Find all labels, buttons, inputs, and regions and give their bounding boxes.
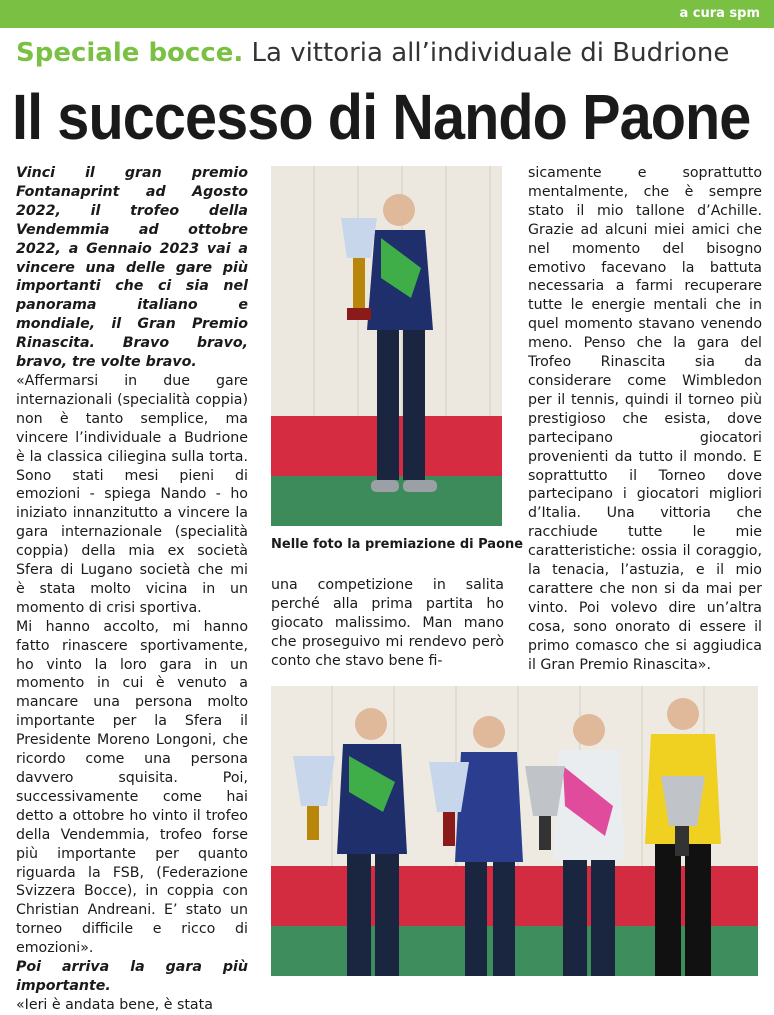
photo-podium <box>271 686 758 976</box>
article-column-3 <box>528 164 762 674</box>
question-paragraph: Poi arriva la gara più importante. <box>16 959 248 994</box>
section-label: Speciale bocce. <box>16 38 244 68</box>
lead-paragraph: Vinci il gran premio Fontanaprint ad Agosto 2022, il trofeo della Vendemmia ad ottobre 2022, a Gennaio 2023 vai a vincere una delle gare più importanti che ci sia nel panorama italiano e mondiale, il Gran Premio Rinascita. Bravo bravo, bravo, tre volte bravo. <box>16 165 248 371</box>
article-column-2 <box>271 576 504 671</box>
article-column-1 <box>16 164 248 1015</box>
body-paragraph: una competizione in salita perché alla prima partita ho giocato malissimo. Man mano che proseguivo mi rendevo però conto che stavo bene fi- <box>271 577 504 669</box>
headline: Il successo di Nando Paone <box>12 81 751 153</box>
body-paragraph: sicamente e soprattutto mentalmente, che è sempre stato il mio tallone d’Achille. Grazie ad alcuni miei amici che nel momento del bisogno emotivo facevano la battuta necessaria a farmi recuperare tutte le energie mentali che in quel momento stavano venendo meno. Penso che la gara del Trofeo Rinascita sia da considerare come Wimbledon per il tennis, quindi il torneo più prestigioso che esista, dove partecipano giocatori provenienti da tutto il mondo. E soprattutto il Torneo dove partecipano i giocatori migliori d’Italia. Una vittoria che racchiude tutte le mie caratteristiche: ossia il coraggio, la tenacia, l’astuzia, e il mio carattere che non si da mai per vinto. Poi volevo dire un’altra cosa, sono onorato di essere il primo comasco che si aggiudica il Gran Premio Rinascita». <box>528 165 762 673</box>
photo-caption: Nelle foto la premiazione di Paone <box>271 537 524 552</box>
podium-figures <box>271 686 758 976</box>
body-paragraph: «Affermarsi in due gare internazionali (specialità coppia) non è tanto semplice, ma vincere l’individuale a Budrione è la classica ciliegina sulla torta. Sono stati mesi pieni di emozioni - spiega Nando - ho iniziato innanzitutto a vincere la gara internazionale (specialità coppia) della mia ex società Sfera di Lugano società che mi è stata molto vicina in un momento di crisi sportiva. <box>16 372 248 616</box>
body-paragraph: «Ieri è andata bene, è stata <box>16 996 213 1013</box>
photo-winner <box>271 166 502 526</box>
player-figure <box>645 698 721 976</box>
top-bar <box>0 0 774 28</box>
body-paragraph: Mi hanno accolto, mi hanno fatto rinascere sportivamente, ho vinto la loro gara in un momento in cui è venuto a mancare una persona molto importante per la Sfera il Presidente Moreno Longoni, che ricordo come una persona davvero squisita. Poi, successivamente come hai detto a ottobre ho vinto il trofeo della Vendemmia, trofeo forse più importante per quanto riguarda la FSB, (Federazione Svizzera Bocce), in coppia con Christian Andreani. E’ stato un torneo difficile e ricco di emozioni». <box>16 618 248 957</box>
player-figure <box>429 716 523 976</box>
winner-figure <box>341 188 441 518</box>
player-figure <box>525 714 625 976</box>
player-figure <box>293 708 407 976</box>
kicker-subtitle: La vittoria all’individuale di Budrione <box>251 38 730 68</box>
credit-label: a cura spm <box>679 6 760 21</box>
kicker <box>16 36 729 70</box>
